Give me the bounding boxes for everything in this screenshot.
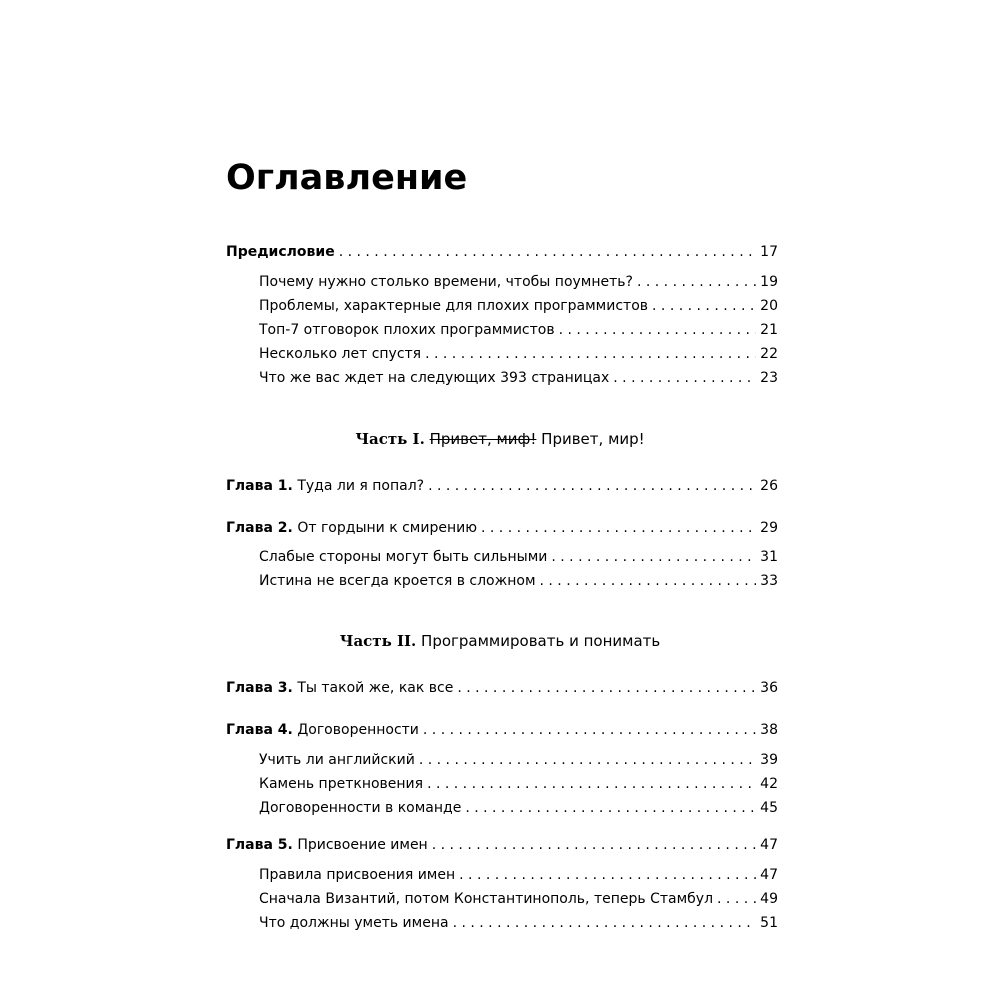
subentry-label: Договоренности в команде — [259, 800, 462, 816]
chapter-prefix: Глава 5. — [226, 837, 293, 853]
page-number: 29 — [760, 520, 778, 536]
subentry-label: Что же вас ждет на следующих 393 страницах — [259, 370, 610, 386]
toc-subentry[interactable] — [259, 773, 778, 795]
subentry-label: Истина не всегда кроется в сложном — [259, 573, 536, 589]
dot-leader — [559, 319, 757, 341]
page-number: 19 — [760, 274, 778, 290]
toc-subentry[interactable] — [259, 295, 778, 317]
subentry-label: Учить ли английский — [259, 752, 415, 768]
chapter-title: Договоренности — [297, 722, 419, 738]
page-number: 51 — [760, 915, 778, 931]
toc-subentry[interactable] — [259, 570, 778, 592]
dot-leader — [457, 677, 756, 699]
page-number: 38 — [760, 722, 778, 738]
page-number: 33 — [760, 573, 778, 589]
page-number: 42 — [760, 776, 778, 792]
chapter-title: Ты такой же, как все — [297, 680, 454, 696]
subentry-label: Почему нужно столько времени, чтобы поумнеть? — [259, 274, 633, 290]
dot-leader — [637, 271, 756, 293]
dot-leader — [613, 367, 756, 389]
toc-subentry[interactable] — [259, 367, 778, 389]
page-number: 31 — [760, 549, 778, 565]
chapter-title: От гордыни к смирению — [297, 520, 477, 536]
page-number: 26 — [760, 478, 778, 494]
page-number: 47 — [760, 837, 778, 853]
toc-subentry[interactable] — [259, 271, 778, 293]
part-title: Программировать и понимать — [421, 632, 661, 650]
page-number: 23 — [760, 370, 778, 386]
page-number: 22 — [760, 346, 778, 362]
page-number: 49 — [760, 891, 778, 907]
page-number: 39 — [760, 752, 778, 768]
part-heading-1[interactable] — [0, 427, 1000, 451]
toc-subentry[interactable] — [259, 749, 778, 771]
page-number: 47 — [760, 867, 778, 883]
toc-entry-chapter-3[interactable] — [226, 677, 778, 699]
dot-leader — [481, 517, 756, 539]
page-number: 45 — [760, 800, 778, 816]
subentry-label: Камень преткновения — [259, 776, 424, 792]
subentry-label: Топ-7 отговорок плохих программистов — [259, 322, 555, 338]
chapter-prefix: Глава 2. — [226, 520, 293, 536]
toc-subentry[interactable] — [259, 797, 778, 819]
part-heading-2[interactable] — [0, 629, 1000, 653]
subentry-label: Что должны уметь имена — [259, 915, 449, 931]
subentry-label: Слабые стороны могут быть сильными — [259, 549, 548, 565]
dot-leader — [453, 912, 757, 934]
page-number: 21 — [760, 322, 778, 338]
dot-leader — [419, 749, 756, 771]
dot-leader — [425, 343, 756, 365]
page-number: 17 — [760, 244, 778, 260]
subentry-label: Проблемы, характерные для плохих программистов — [259, 298, 649, 314]
part-title: Привет, мир! — [541, 430, 645, 448]
toc-subentry[interactable] — [259, 888, 778, 910]
page-number: 20 — [760, 298, 778, 314]
dot-leader — [717, 888, 756, 910]
subentry-label: Несколько лет спустя — [259, 346, 422, 362]
toc-subentry[interactable] — [259, 912, 778, 934]
toc-entry-chapter-4[interactable] — [226, 719, 778, 741]
toc-subentry[interactable] — [259, 319, 778, 341]
toc-entry-chapter-2[interactable] — [226, 517, 778, 539]
chapter-prefix: Глава 4. — [226, 722, 293, 738]
toc-entry-chapter-5[interactable] — [226, 834, 778, 856]
dot-leader — [423, 719, 756, 741]
dot-leader — [465, 797, 756, 819]
toc-entry-preface[interactable] — [226, 241, 778, 263]
page-title: Оглавление — [226, 158, 468, 198]
dot-leader — [652, 295, 756, 317]
subentry-label: Сначала Византий, потом Константинополь, теперь Стамбул — [259, 891, 714, 907]
subentry-label: Правила присвоения имен — [259, 867, 456, 883]
part-prefix: Часть I. — [355, 430, 425, 448]
page-number: 36 — [760, 680, 778, 696]
toc-subentry[interactable] — [259, 864, 778, 886]
toc-entry-chapter-1[interactable] — [226, 475, 778, 497]
toc-subentry[interactable] — [259, 343, 778, 365]
dot-leader — [432, 834, 756, 856]
dot-leader — [428, 475, 756, 497]
dot-leader — [551, 546, 756, 568]
chapter-prefix: Глава 1. — [226, 478, 293, 494]
chapter-title: Присвоение имен — [297, 837, 428, 853]
chapter-title: Туда ли я попал? — [297, 478, 425, 494]
toc-subentry[interactable] — [259, 546, 778, 568]
part-prefix: Часть II. — [339, 632, 417, 650]
dot-leader — [459, 864, 756, 886]
dot-leader — [339, 241, 756, 263]
chapter-prefix: Глава 3. — [226, 680, 293, 696]
dot-leader — [427, 773, 756, 795]
struck-title: Привет, миф! — [429, 430, 537, 448]
preface-label: Предисловие — [226, 244, 335, 260]
dot-leader — [540, 570, 757, 592]
